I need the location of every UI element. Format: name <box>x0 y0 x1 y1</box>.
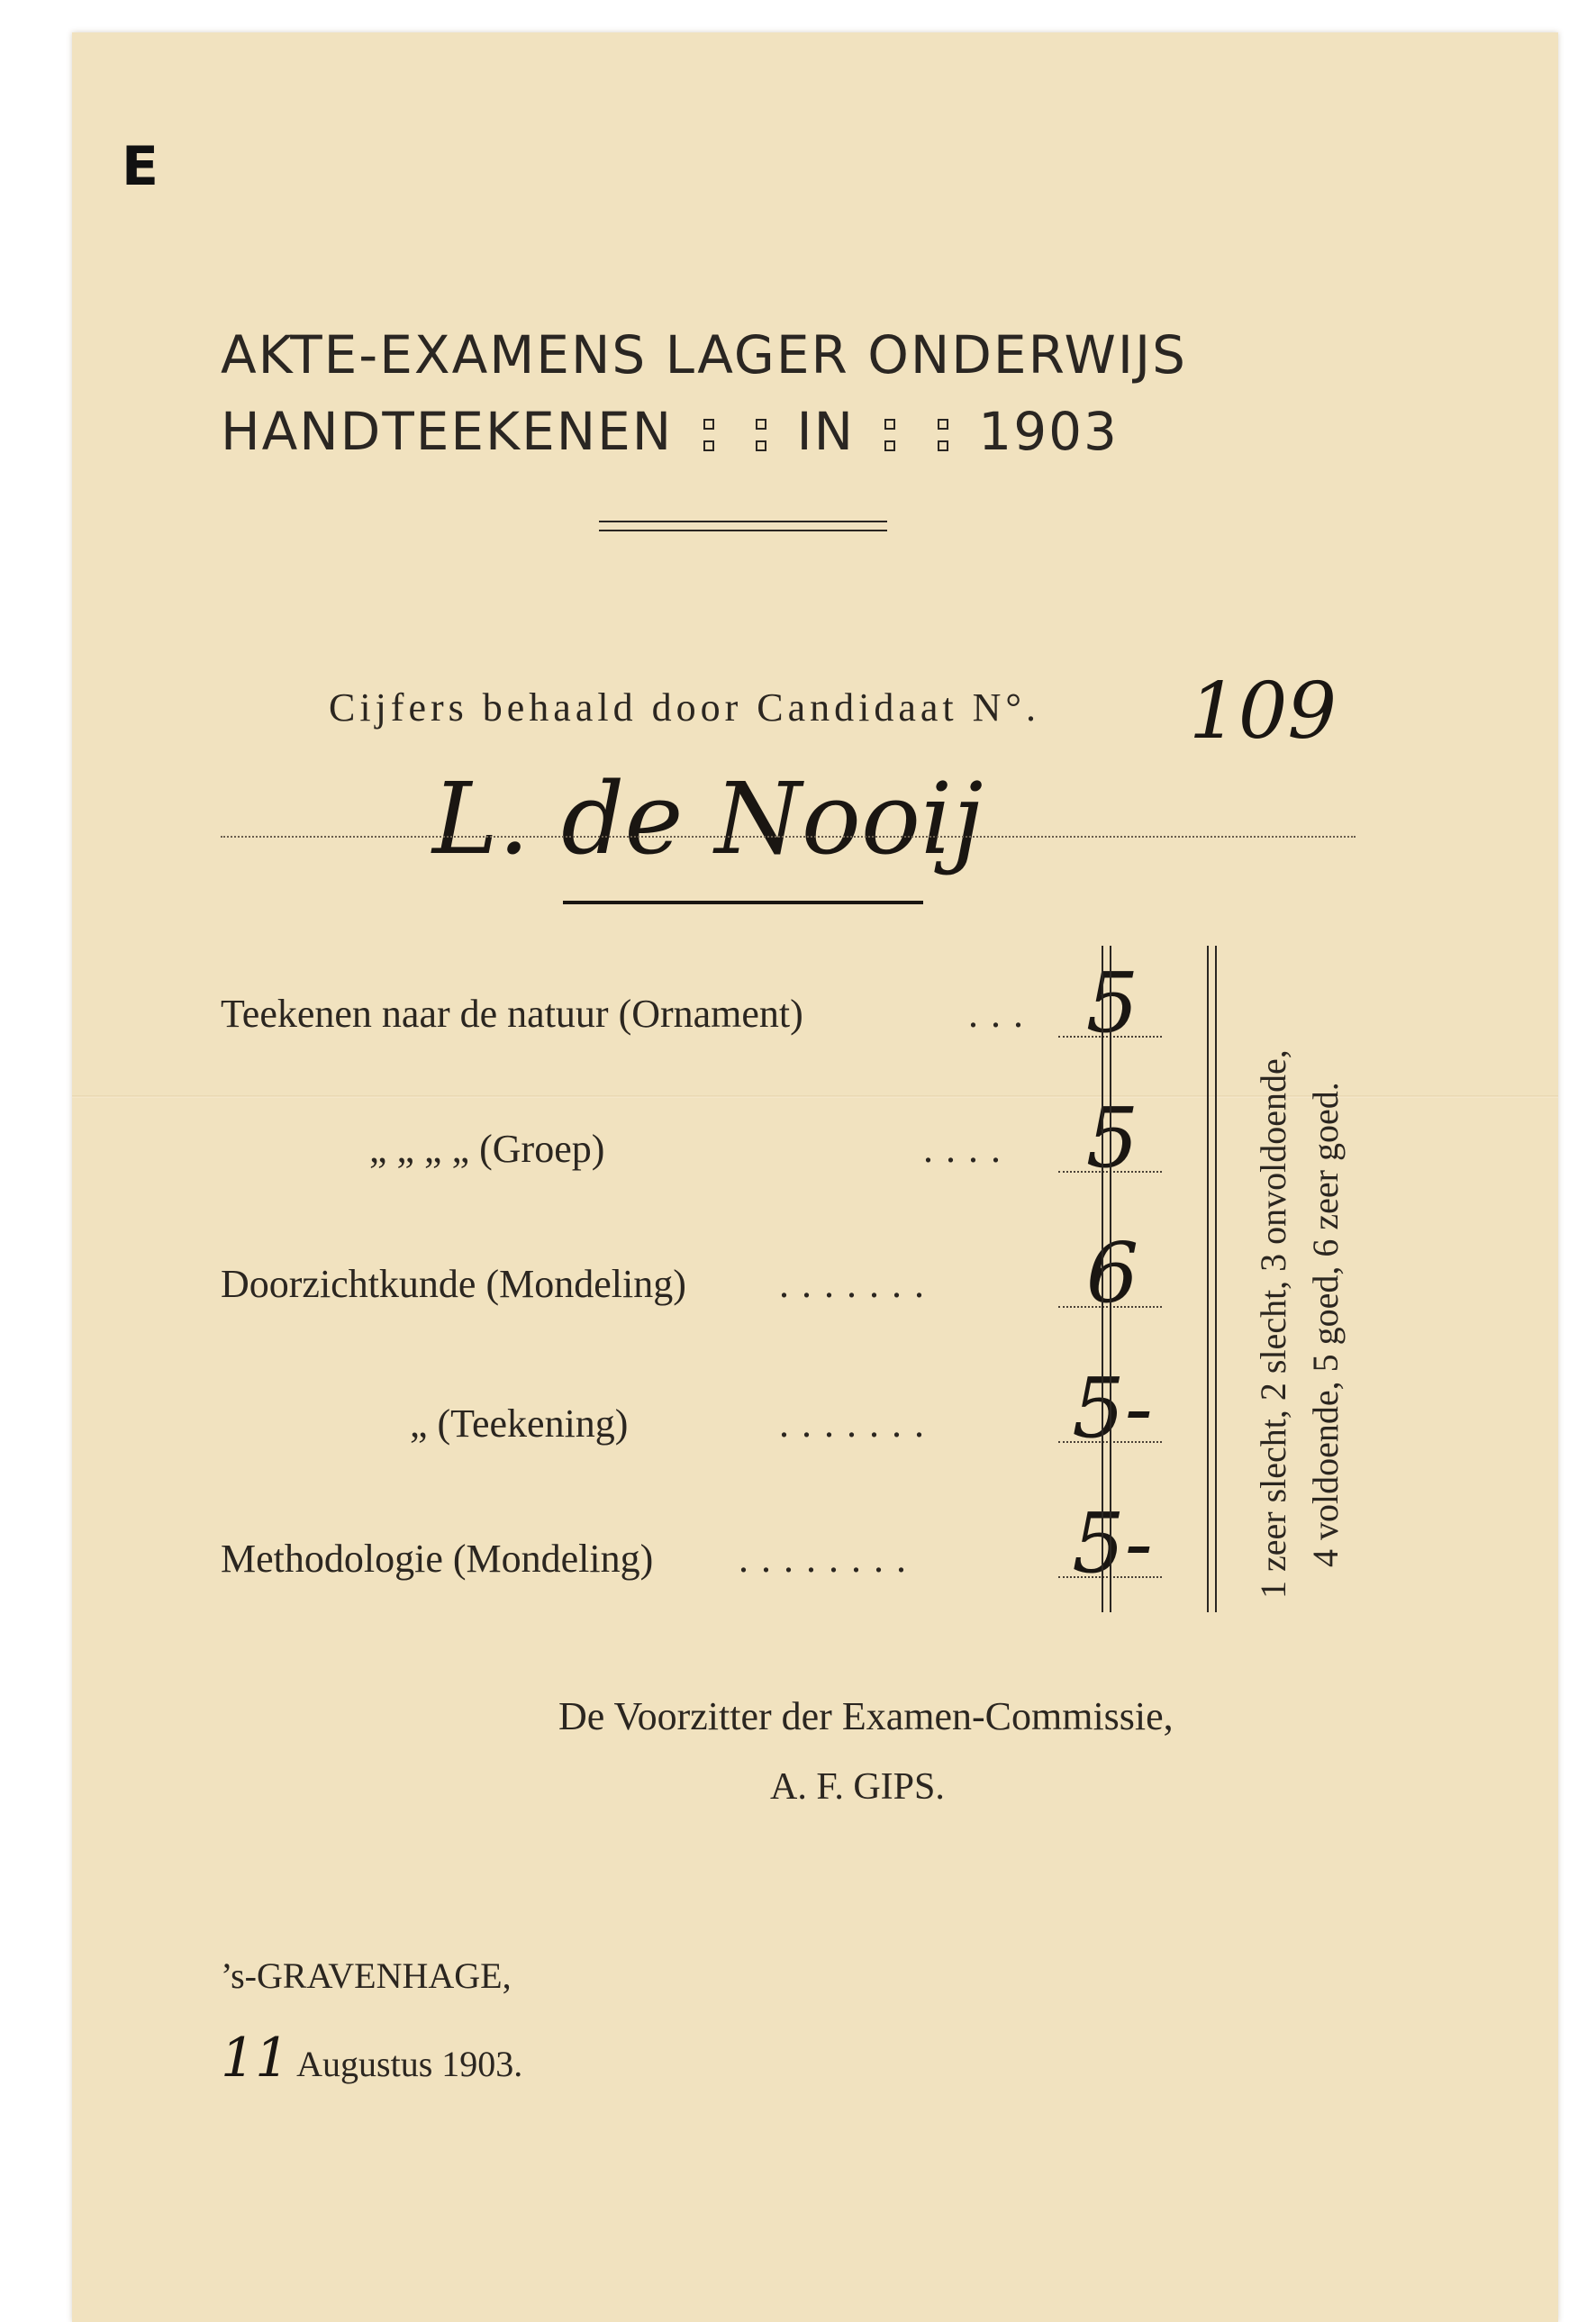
subject-doorzicht-teekening: „ (Teekening) <box>410 1401 629 1446</box>
ornament-squares <box>882 419 898 451</box>
grade-legend-line-2: 4 voldoende, 5 goed, 6 zeer goed. <box>1305 1082 1346 1567</box>
grade-groep: 5 <box>1085 1090 1139 1186</box>
date <box>221 2027 522 2090</box>
grade-column-rule <box>1102 946 1103 1612</box>
subject-methodologie: Methodologie (Mondeling) <box>221 1537 654 1581</box>
grade-ornament: 5 <box>1085 955 1139 1051</box>
candidate-name: L. de Nooij <box>432 761 984 876</box>
leader-dots: ....... <box>779 1401 937 1446</box>
leader-dots: ....... <box>779 1262 937 1306</box>
leader-dots: ........ <box>739 1537 919 1581</box>
date-day: 11 <box>221 2027 290 2090</box>
chairman-name: A. F. GIPS. <box>770 1766 945 1808</box>
ornament-squares <box>935 419 951 451</box>
subject-groep: „ „ „ „ (Groep) <box>369 1127 605 1171</box>
ornament-squares <box>753 419 769 451</box>
candidate-label: Cijfers behaald door Candidaat N°. <box>329 685 1040 730</box>
grade-doorzicht-teekening: 5- <box>1072 1360 1153 1456</box>
subject-doorzicht-mondeling: Doorzichtkunde (Mondeling) <box>221 1262 686 1306</box>
grade-column-rule <box>1110 946 1111 1612</box>
grade-column-rule <box>1207 946 1209 1612</box>
chairman-role: De Voorzitter der Examen-Commissie, <box>558 1694 1174 1738</box>
title-year: 1903 <box>978 401 1119 462</box>
grade-methodologie: 5- <box>1072 1495 1153 1592</box>
candidate-number: 109 <box>1189 667 1338 757</box>
subject-ornament: Teekenen naar de natuur (Ornament) <box>221 992 803 1036</box>
leader-dots: .... <box>923 1127 1013 1171</box>
name-dotted-line <box>221 836 1356 838</box>
grade-legend-line-1: 1 zeer slecht, 2 slecht, 3 onvoldoende, <box>1253 1049 1293 1599</box>
place: ’s-GRAVENHAGE, <box>221 1955 512 1996</box>
name-underline <box>563 901 923 904</box>
grade-column-rule <box>1215 946 1217 1612</box>
leader-dots: ... <box>968 992 1036 1036</box>
date-rest: Augustus 1903. <box>296 2044 523 2084</box>
title-line-2 <box>221 401 1119 462</box>
title-subject: HANDTEEKENEN <box>221 401 674 462</box>
title-line-1: AKTE-EXAMENS LAGER ONDERWIJS <box>221 324 1187 385</box>
title-double-rule <box>599 521 887 531</box>
grade-doorzicht-mondeling: 6 <box>1085 1225 1139 1321</box>
title-in: IN <box>796 401 855 462</box>
corner-letter: E <box>122 135 159 198</box>
ornament-squares <box>701 419 717 451</box>
